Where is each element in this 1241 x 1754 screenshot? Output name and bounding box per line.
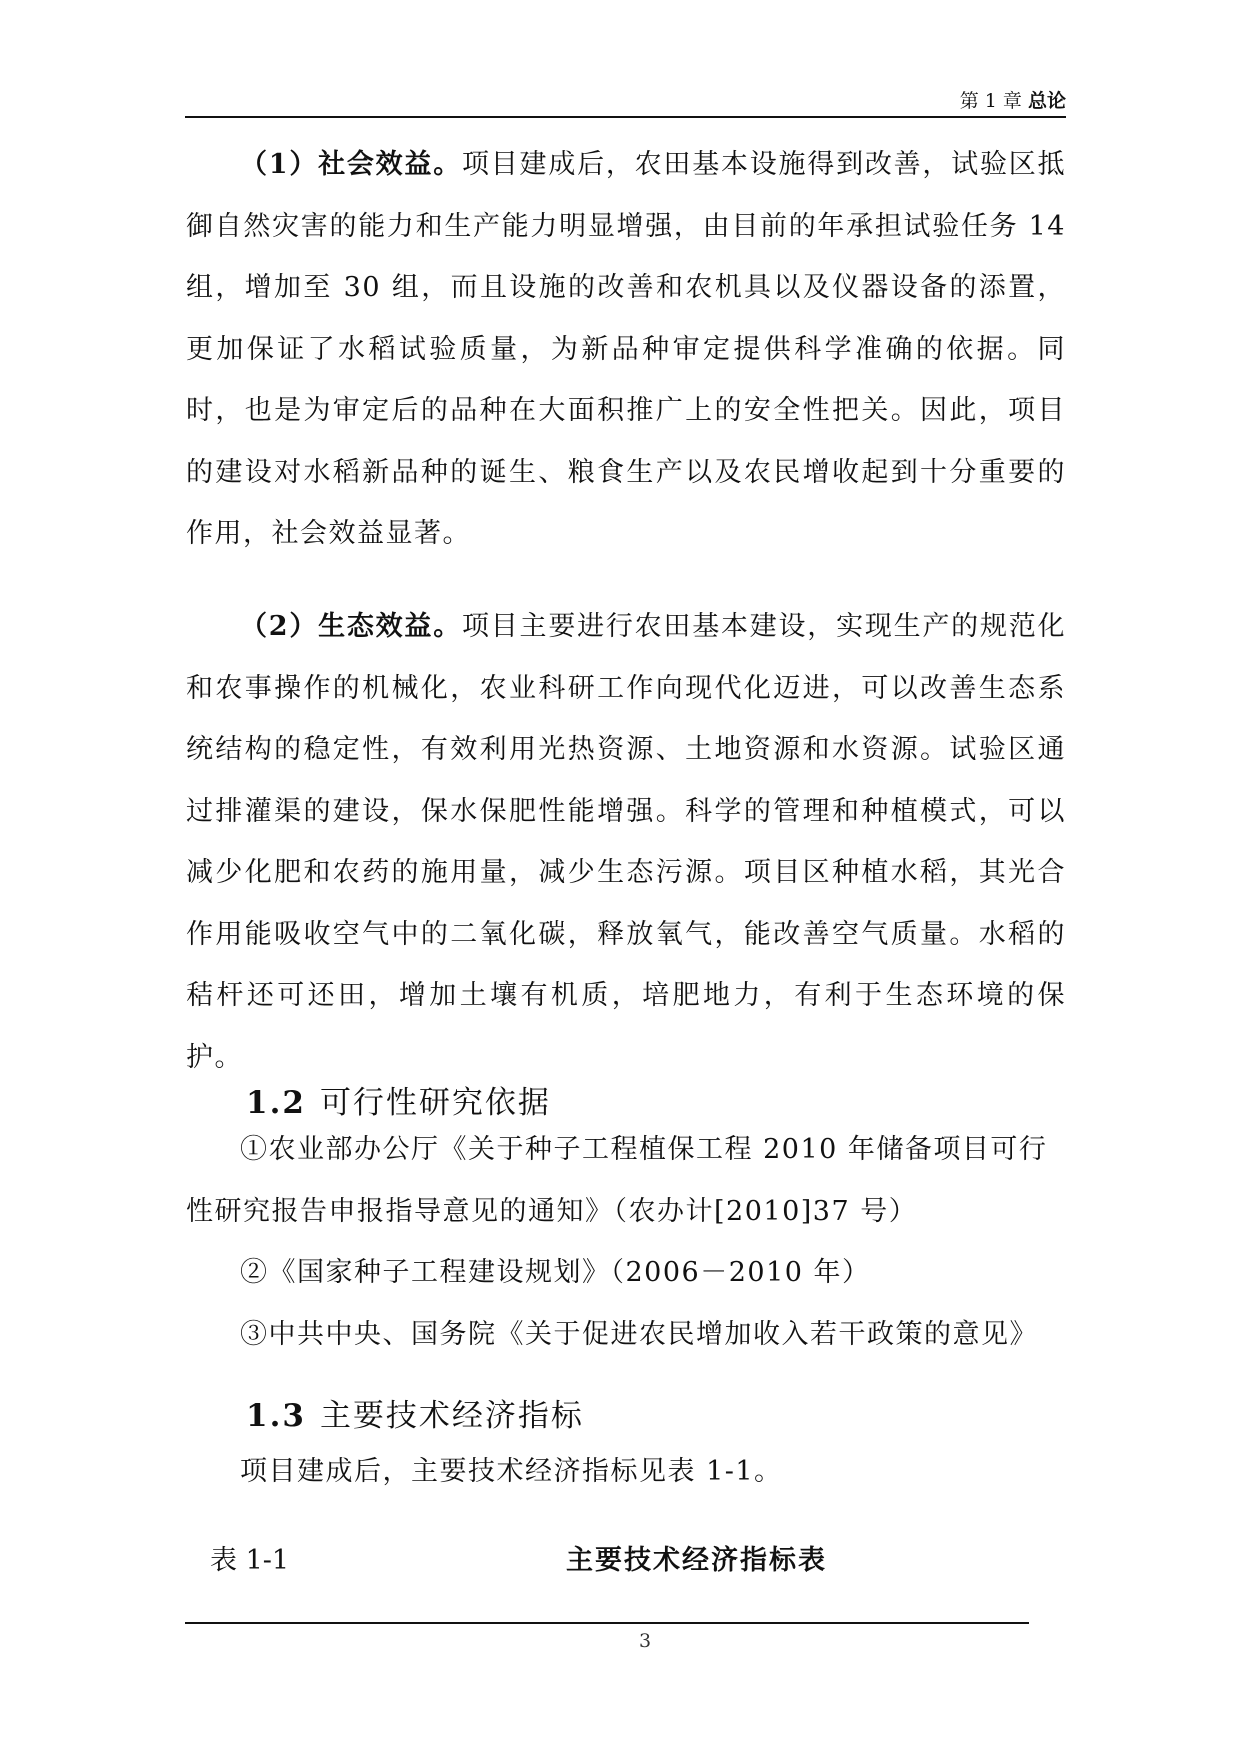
section-number: 1.2 <box>246 1085 306 1121</box>
section-title: 主要技术经济指标 <box>319 1398 584 1434</box>
section-number: 1.3 <box>246 1398 306 1434</box>
section-intro-text: 项目建成后，主要技术经济指标见表 1-1。 <box>240 1456 783 1487</box>
reference-item-2: ②《国家种子工程建设规划》（2006－2010 年） <box>240 1257 871 1288</box>
ecological-benefit-paragraph <box>186 596 1066 1088</box>
reference-list <box>186 1119 1066 1365</box>
table-label: 表 1-1 <box>210 1545 290 1576</box>
ecological-benefit-section <box>186 596 1066 1088</box>
chapter-title: 总论 <box>1027 90 1066 112</box>
section-heading-1-2 <box>246 1077 551 1122</box>
social-benefit-text: 项目建成后，农田基本设施得到改善，试验区抵御自然灾害的能力和生产能力明显增强，由目前的年承担试验任务 14 组，增加至 30 组，而且设施的改善和农机具以及仪器设备的添置，更加保证了水稻试验质量，为新品种审定提供科学准确的依据。同时，也是为审定后的品种在大面积推广上的安全性把关。因此，项目的建设对水稻新品种的诞生、粮食生产以及农民增收起到十分重要的作用，社会效益显著。 <box>186 149 1067 549</box>
page-number: 3 <box>638 1630 652 1652</box>
reference-item-3: ③中共中央、国务院《关于促进农民增加收入若干政策的意见》 <box>240 1318 1038 1350</box>
reference-item-1: ①农业部办公厅《关于种子工程植保工程 2010 年储备项目可行性研究报告申报指导意见的通知》（农办计[2010]37 号） <box>186 1134 1048 1227</box>
table-caption <box>210 1538 1066 1578</box>
section-heading-1-3 <box>246 1390 584 1435</box>
section-title: 可行性研究依据 <box>319 1085 551 1121</box>
table-title: 主要技术经济指标表 <box>566 1545 827 1576</box>
chapter-label: 第 1 章 <box>959 90 1022 112</box>
footer-divider <box>185 1622 1029 1624</box>
page-header <box>185 86 1066 116</box>
section-intro <box>186 1441 1066 1503</box>
ecological-benefit-text: 项目主要进行农田基本建设，实现生产的规范化和农事操作的机械化，农业科研工作向现代化迈进，可以改善生态系统结构的稳定性，有效利用光热资源、土地资源和水资源。试验区通过排灌渠的建设，保水保肥性能增强。科学的管理和种植模式，可以减少化肥和农药的施用量，减少生态污源。项目区种植水稻，其光合作用能吸收空气中的二氧化碳，释放氧气，能改善空气质量。水稻的秸杆还可还田，增加土壤有机质，培肥地力，有利于生态环境的保护。 <box>186 611 1067 1073</box>
social-benefit-paragraph <box>186 134 1066 565</box>
ecological-benefit-heading: （2）生态效益。 <box>240 611 462 642</box>
social-benefit-section <box>186 134 1066 565</box>
social-benefit-heading: （1）社会效益。 <box>240 149 462 180</box>
header-divider <box>185 116 1066 118</box>
